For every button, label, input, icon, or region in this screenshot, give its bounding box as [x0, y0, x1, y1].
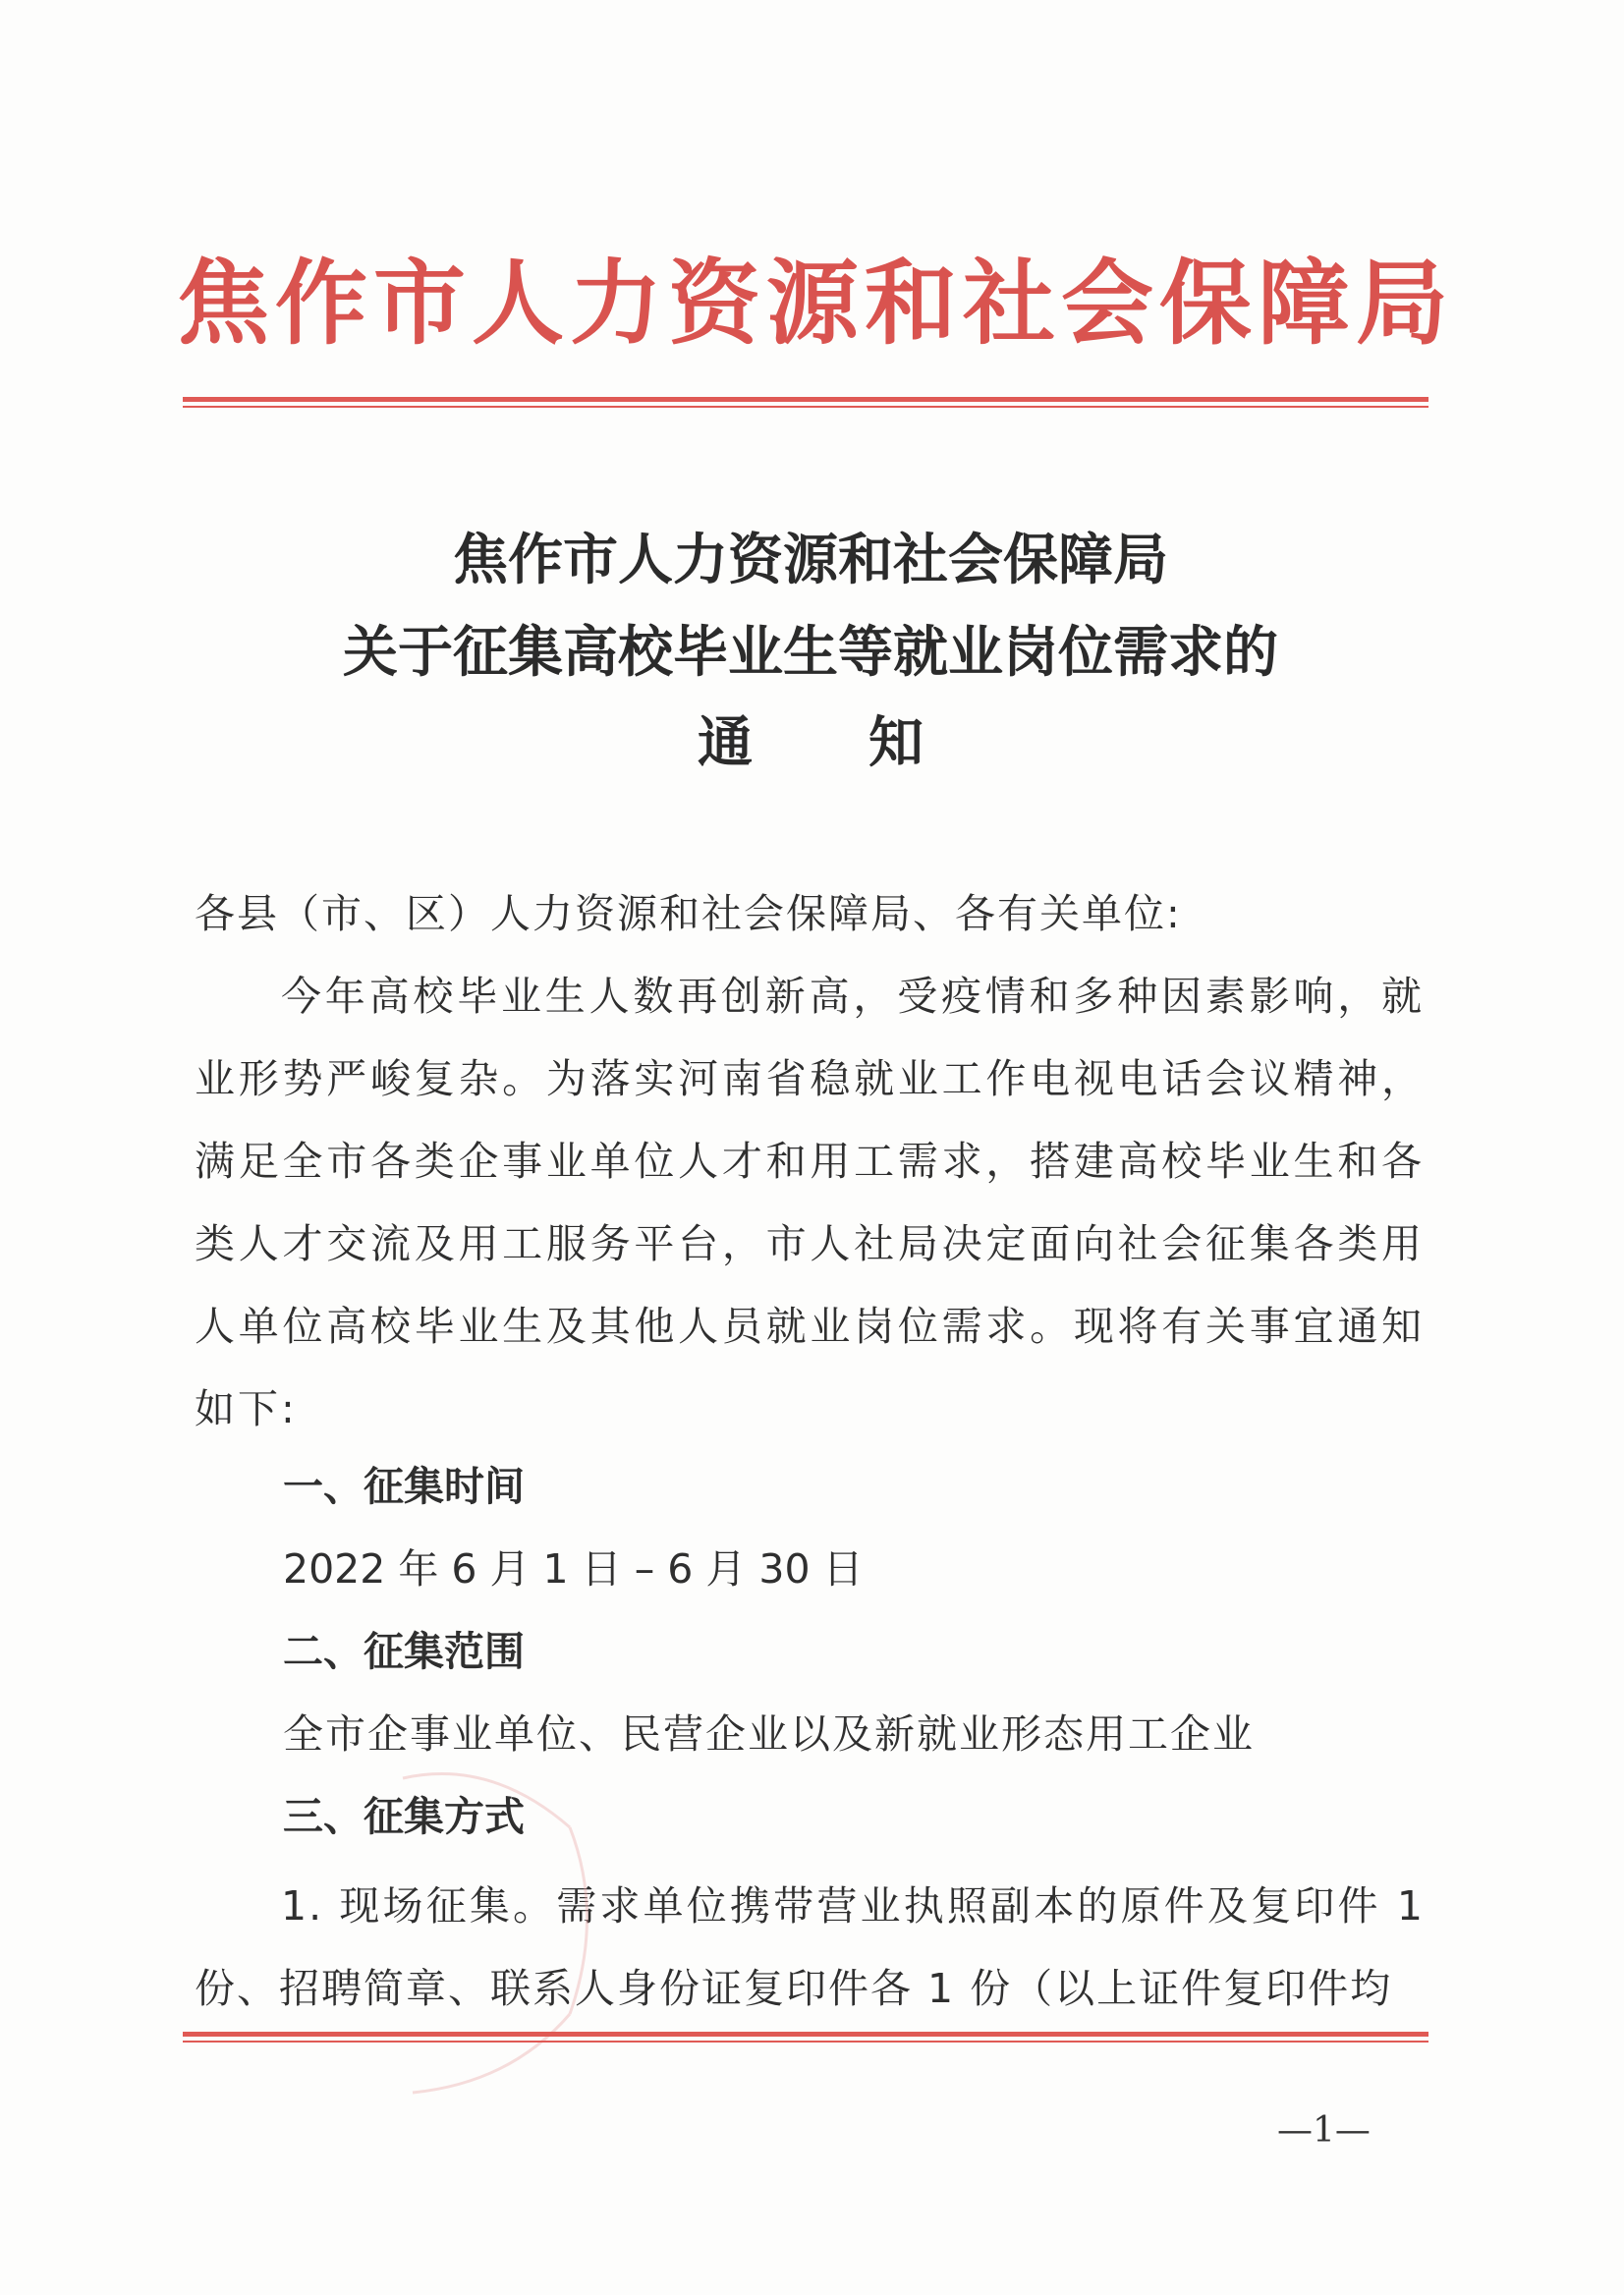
section-1-value: 2022 年 6 月 1 日 – 6 月 30 日 [283, 1545, 864, 1593]
intro-paragraph: 今年高校毕业生人数再创新高，受疫情和多种因素影响，就业形势严峻复杂。为落实河南省稳就业工作电视电话会议精神，满足全市各类企事业单位人才和用工需求，搭建高校毕业生和各类人才交流及用工服务平台，市人社局决定面向社会征集各类用人单位高校毕业生及其他人员就业岗位需求。现将有关事宜通知如下: [195, 973, 1425, 1432]
page-number: —1— [1277, 2110, 1371, 2151]
document-title-line-3: 通知 [698, 710, 1039, 775]
letterhead-rule-thick [183, 397, 1428, 402]
section-3-heading: 三、征集方式 [283, 1793, 525, 1840]
footer-rule-thick [183, 2032, 1428, 2037]
section-1-heading: 一、征集时间 [283, 1463, 525, 1510]
section-3-item-1: 1. 现场征集。需求单位携带营业执照副本的原件及复印件 1 份、招聘简章、联系人身份证复印件各 1 份（以上证件复印件均 [195, 1882, 1425, 2012]
letterhead-rule-thin [183, 406, 1428, 408]
section-2-heading: 二、征集范围 [283, 1628, 525, 1675]
section-2-value: 全市企事业单位、民营企业以及新就业形态用工企业 [283, 1710, 1255, 1758]
salutation: 各县（市、区）人力资源和社会保障局、各有关单位: [195, 890, 1182, 937]
document-title-line-2: 关于征集高校毕业生等就业岗位需求的 [343, 620, 1278, 685]
footer-rule-thin [183, 2041, 1428, 2043]
document-title-line-1: 焦作市人力资源和社会保障局 [453, 528, 1168, 592]
letterhead-issuer: 焦作市人力资源和社会保障局 [177, 250, 1455, 358]
